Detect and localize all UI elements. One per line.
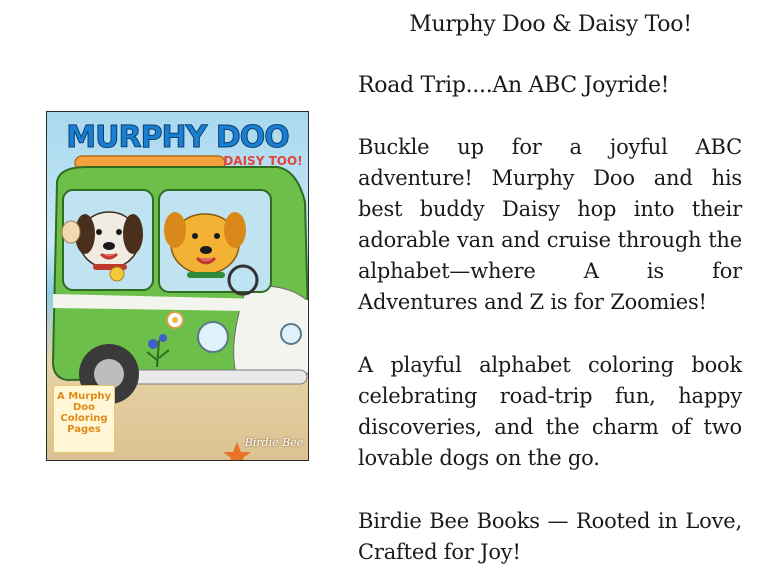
page-title: Murphy Doo & Daisy Too! [409, 12, 692, 37]
description-paragraph: A playful alphabet coloring book celebrating road-trip fun, happy discoveries, and the charm of two lovable dogs on the go. [358, 353, 742, 470]
book-cover-image [46, 111, 309, 461]
publisher-tagline: Birdie Bee Books — Rooted in Love, Crafted for Joy! [358, 509, 742, 564]
cover-subtitle: DAISY TOO! [223, 154, 303, 168]
publisher-logo: Birdie Bee [244, 436, 304, 449]
coloring-pages-badge [53, 385, 115, 453]
page-subtitle: Road Trip....An ABC Joyride! [358, 73, 670, 98]
description-paragraph: Buckle up for a joyful ABC adventure! Murphy Doo and his best buddy Daisy hop into their adorable van and cruise through the alphabet—where A is for Adventures and Z is for Zoomies! [358, 135, 742, 314]
cover-title: MURPHY DOO [66, 120, 289, 155]
badge-text: A Murphy Doo Coloring Pages [56, 391, 112, 435]
